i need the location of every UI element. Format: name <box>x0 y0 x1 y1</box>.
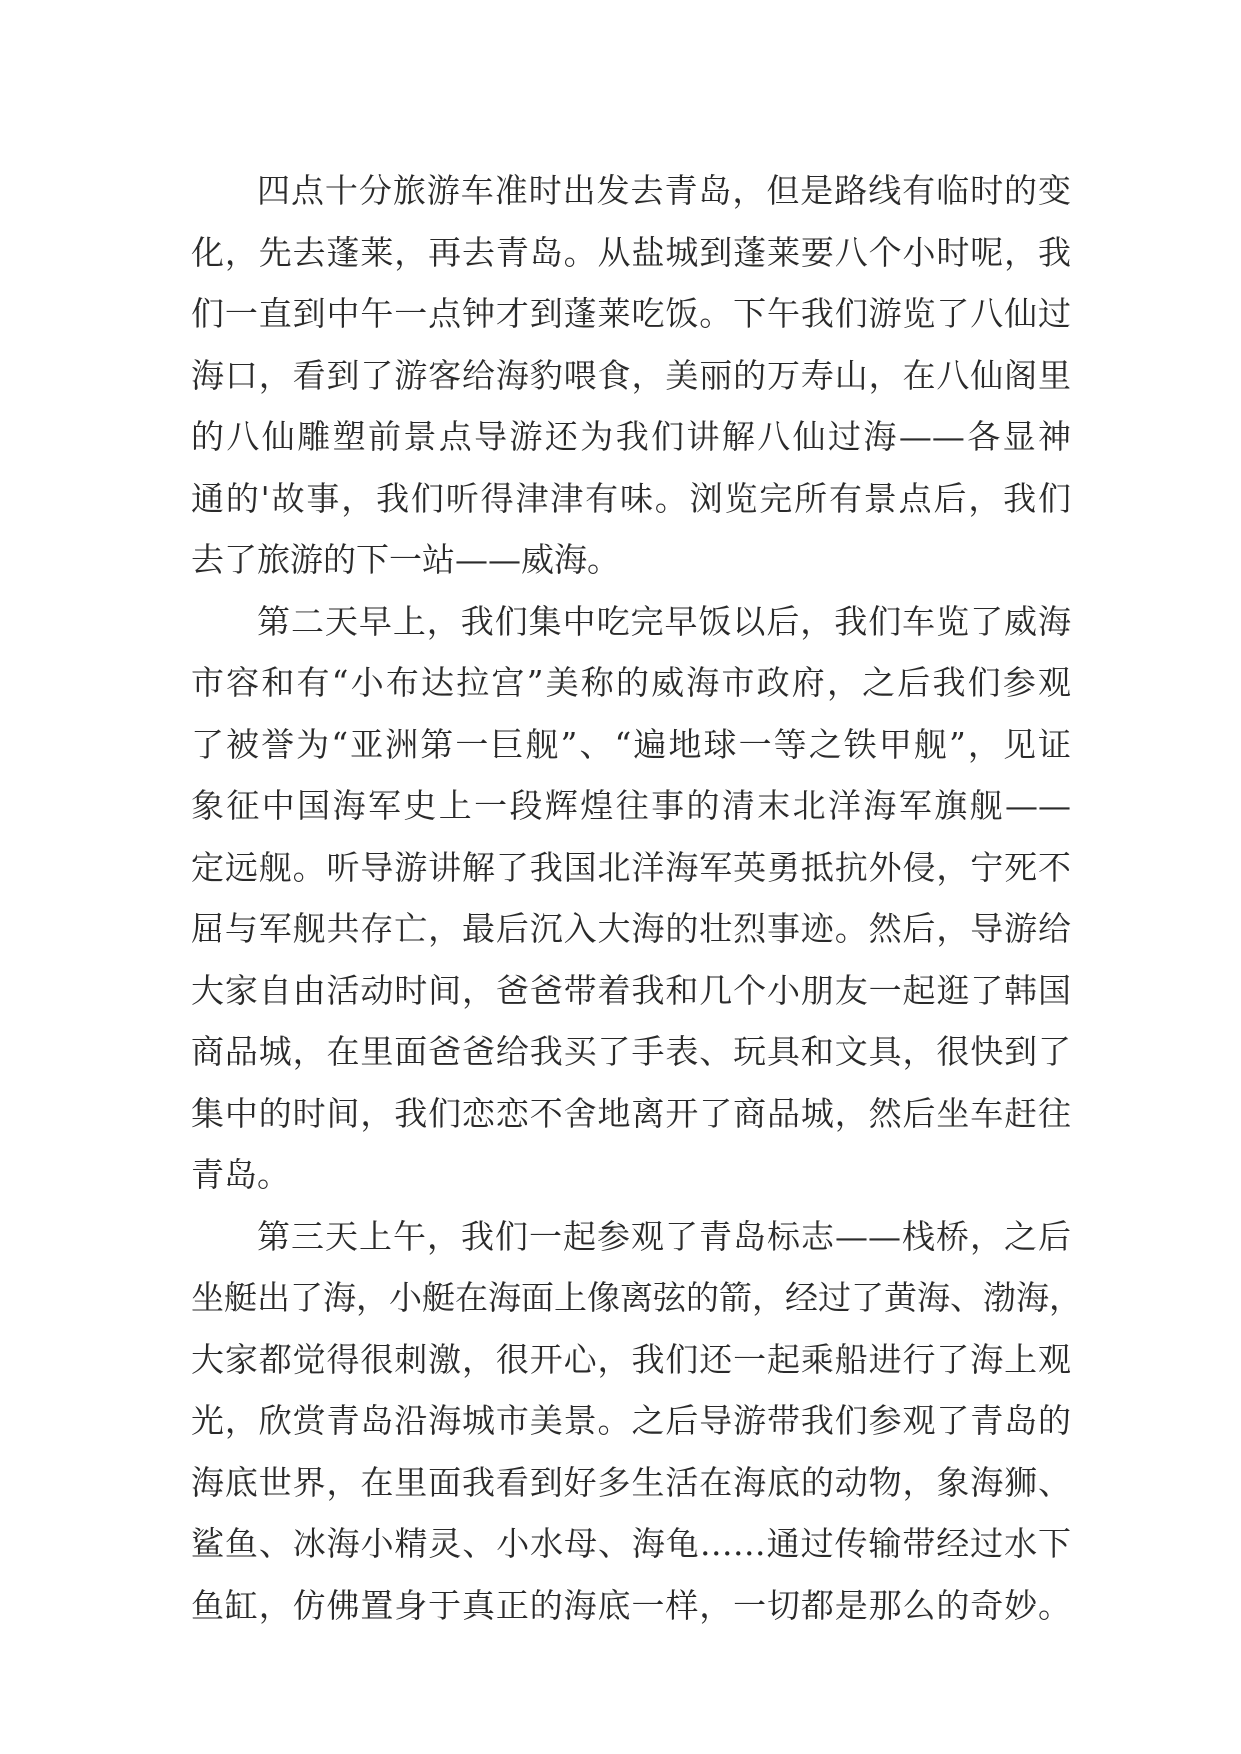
text-line: 通的'故事，我们听得津津有味。浏览完所有景点后，我们 <box>191 478 1071 518</box>
text-line: 鱼缸，仿佛置身于真正的海底一样，一切都是那么的奇妙。 <box>191 1585 1071 1625</box>
text-line: 市容和有“小布达拉宫”美称的威海市政府，之后我们参观 <box>191 663 1071 702</box>
text-line: 青岛。 <box>191 1155 290 1194</box>
paragraph-3 <box>191 1206 1082 1637</box>
paragraph-1 <box>191 160 1071 591</box>
text-line: 第三天上午，我们一起参观了青岛标志——栈桥，之后 <box>257 1216 1071 1256</box>
paragraph-2 <box>191 591 1071 1206</box>
text-line: 大家自由活动时间，爸爸带着我和几个小朋友一起逛了韩国 <box>191 970 1071 1010</box>
text-line: 化，先去蓬莱，再去青岛。从盐城到蓬莱要八个小时呢，我 <box>191 232 1071 272</box>
text-line: 坐艇出了海，小艇在海面上像离弦的箭，经过了黄海、渤海， <box>191 1278 1082 1317</box>
text-line: 屈与军舰共存亡，最后沉入大海的壮烈事迹。然后，导游给 <box>191 909 1071 948</box>
text-line: 第二天早上，我们集中吃完早饭以后，我们车览了威海 <box>257 601 1071 641</box>
text-line: 海底世界，在里面我看到好多生活在海底的动物，象海狮、 <box>191 1462 1071 1502</box>
text-line: 的八仙雕塑前景点导游还为我们讲解八仙过海——各显神 <box>191 417 1071 456</box>
text-line: 集中的时间，我们恋恋不舍地离开了商品城，然后坐车赶往 <box>191 1093 1071 1133</box>
text-line: 商品城，在里面爸爸给我买了手表、玩具和文具，很快到了 <box>191 1032 1071 1071</box>
text-line: 四点十分旅游车准时出发去青岛，但是路线有临时的变 <box>257 171 1071 210</box>
text-line: 定远舰。听导游讲解了我国北洋海军英勇抵抗外侵，宁死不 <box>191 847 1071 887</box>
text-line: 光，欣赏青岛沿海城市美景。之后导游带我们参观了青岛的 <box>191 1401 1071 1440</box>
document-body <box>191 160 1082 1636</box>
text-line: 们一直到中午一点钟才到蓬莱吃饭。下午我们游览了八仙过 <box>191 294 1071 333</box>
text-line: 鲨鱼、冰海小精灵、小水母、海龟……通过传输带经过水下 <box>191 1524 1071 1563</box>
text-line: 象征中国海军史上一段辉煌往事的清末北洋海军旗舰—— <box>191 786 1071 825</box>
text-line: 大家都觉得很刺激，很开心，我们还一起乘船进行了海上观 <box>191 1339 1071 1379</box>
text-line: 去了旅游的下一站——威海。 <box>191 540 620 579</box>
text-line: 海口，看到了游客给海豹喂食，美丽的万寿山，在八仙阁里 <box>191 355 1071 395</box>
text-line: 了被誉为“亚洲第一巨舰”、“遍地球一等之铁甲舰”，见证 <box>191 724 1071 764</box>
